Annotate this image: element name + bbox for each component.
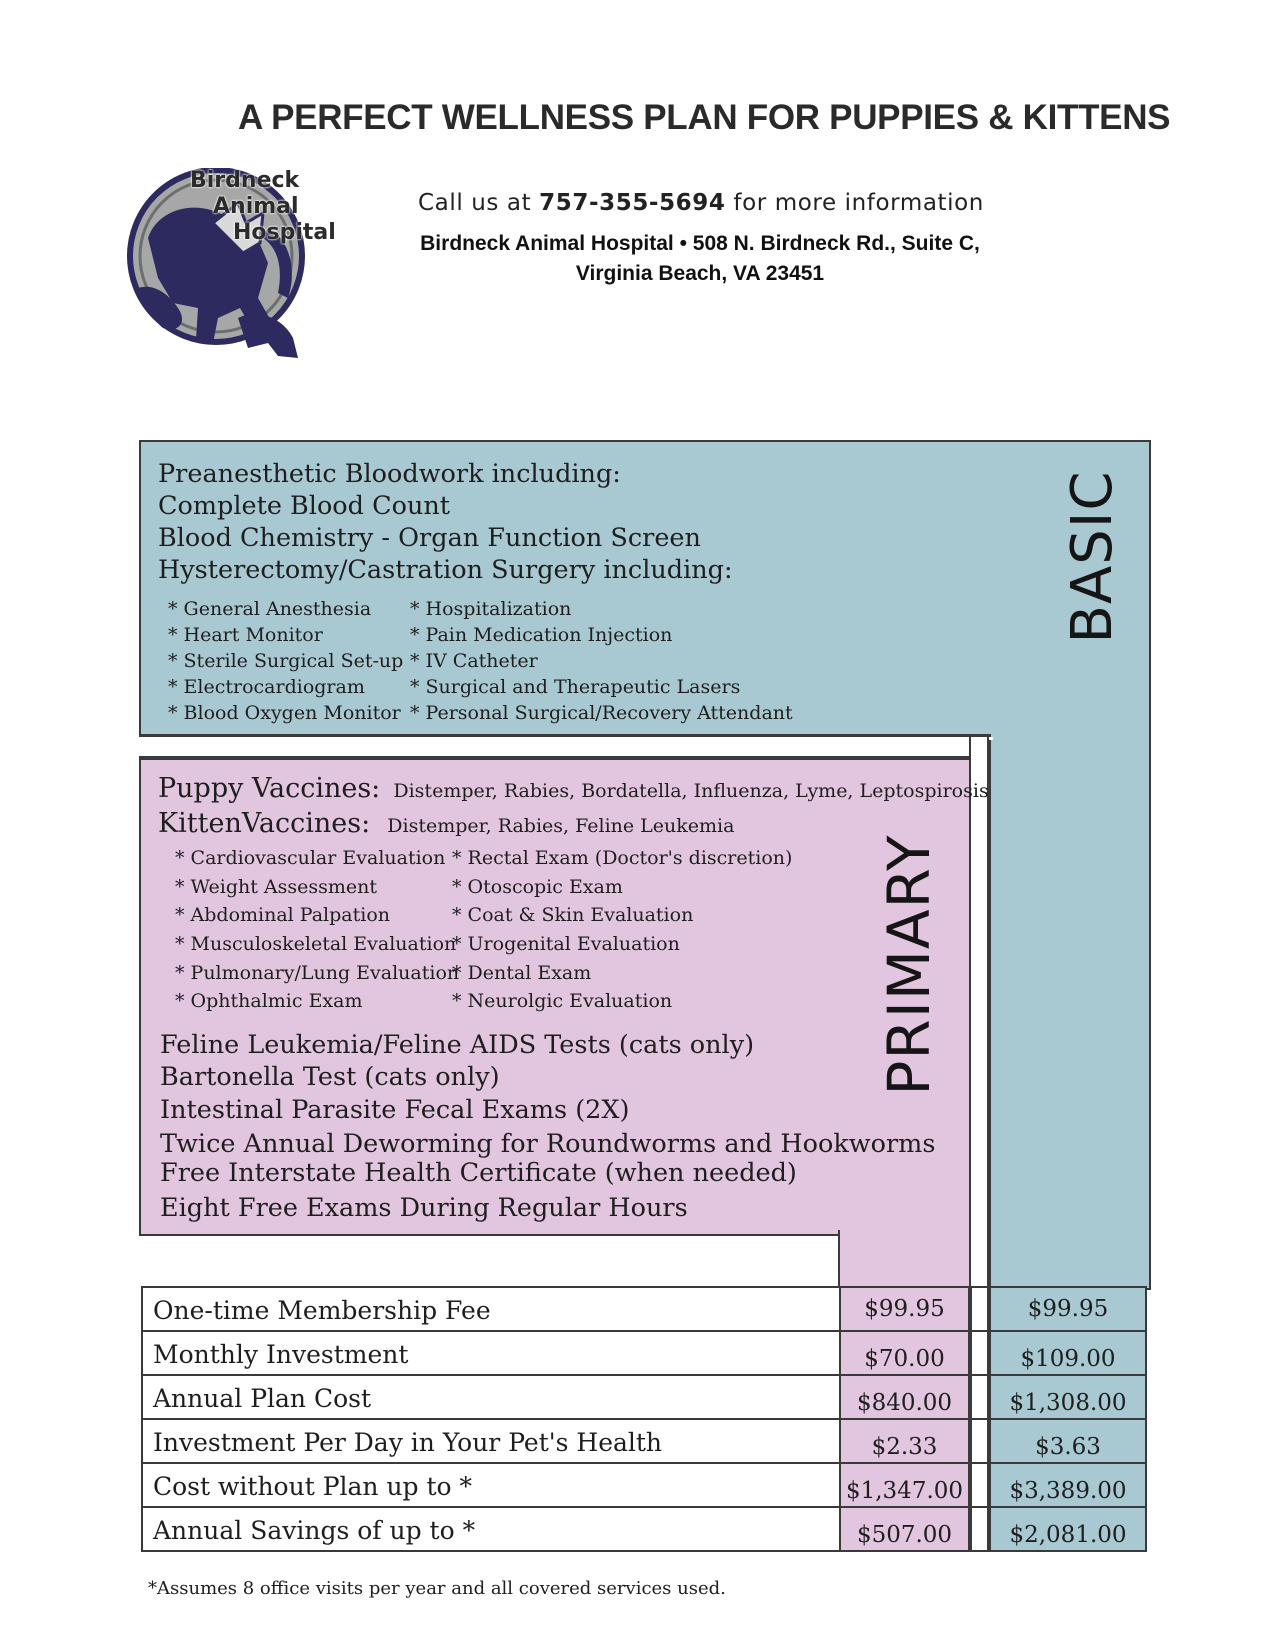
puppy-vaccines-list: Distemper, Rabies, Bordatella, Influenza, Lyme, Leptospirosis bbox=[393, 780, 989, 802]
primary-item: * Neurolgic Evaluation bbox=[452, 990, 673, 1012]
primary-line: Feline Leukemia/Feline AIDS Tests (cats only) bbox=[160, 1030, 755, 1060]
basic-item: * Heart Monitor bbox=[168, 624, 323, 646]
primary-item: * Pulmonary/Lung Evaluation bbox=[175, 962, 460, 984]
primary-item: * Coat & Skin Evaluation bbox=[452, 904, 694, 926]
primary-item: * Weight Assessment bbox=[175, 876, 378, 898]
primary-price: $1,347.00 bbox=[845, 1478, 964, 1504]
puppy-vaccines-label: Puppy Vaccines: bbox=[158, 773, 381, 804]
footnote: *Assumes 8 office visits per year and all covered services used. bbox=[148, 1578, 726, 1599]
pricing-row-label-cell bbox=[141, 1374, 841, 1420]
pricing-row-label: Cost without Plan up to * bbox=[153, 1472, 473, 1501]
primary-item: * Cardiovascular Evaluation bbox=[175, 847, 446, 869]
basic-price-cell bbox=[989, 1374, 1147, 1420]
primary-line: Intestinal Parasite Fecal Exams (2X) bbox=[160, 1095, 630, 1125]
basic-price-cell bbox=[989, 1418, 1147, 1464]
basic-item: * Surgical and Therapeutic Lasers bbox=[410, 676, 741, 698]
pricing-gap-cell bbox=[970, 1418, 989, 1464]
basic-label: BASIC bbox=[1060, 470, 1125, 644]
hospital-logo bbox=[118, 168, 348, 364]
page-title: A PERFECT WELLNESS PLAN FOR PUPPIES & KITTENS bbox=[238, 98, 1171, 137]
primary-price: $2.33 bbox=[871, 1434, 938, 1460]
kitten-vaccines-list: Distemper, Rabies, Feline Leukemia bbox=[387, 815, 735, 837]
primary-price-cell bbox=[839, 1286, 970, 1332]
basic-price-cell bbox=[989, 1330, 1147, 1376]
primary-line: Free Interstate Health Certificate (when needed) bbox=[160, 1158, 797, 1188]
primary-item: * Urogenital Evaluation bbox=[452, 933, 680, 955]
call-prefix: Call us at bbox=[418, 190, 532, 216]
basic-price: $109.00 bbox=[1020, 1346, 1116, 1372]
primary-price: $70.00 bbox=[864, 1346, 945, 1372]
primary-price: $507.00 bbox=[856, 1522, 953, 1548]
basic-item: * General Anesthesia bbox=[168, 598, 372, 620]
primary-price-cell bbox=[839, 1330, 970, 1376]
pricing-gap-cell bbox=[970, 1374, 989, 1420]
pricing-row-label-cell bbox=[141, 1418, 841, 1464]
primary-item: * Abdominal Palpation bbox=[175, 904, 391, 926]
basic-price: $3.63 bbox=[1035, 1434, 1101, 1460]
puppy-vaccines bbox=[158, 775, 989, 802]
pricing-row-label: Annual Plan Cost bbox=[153, 1384, 372, 1413]
primary-line: Twice Annual Deworming for Roundworms and Hookworms bbox=[160, 1129, 936, 1159]
basic-line: Hysterectomy/Castration Surgery including: bbox=[158, 555, 733, 585]
basic-price: $99.95 bbox=[1027, 1296, 1109, 1322]
pricing-row-label: Monthly Investment bbox=[153, 1340, 409, 1369]
pricing-row-label-cell bbox=[141, 1286, 841, 1332]
pricing-gap-cell bbox=[970, 1330, 989, 1376]
basic-item: * Hospitalization bbox=[410, 598, 572, 620]
basic-item: * Sterile Surgical Set-up bbox=[168, 650, 404, 672]
pricing-row-label: Annual Savings of up to * bbox=[153, 1516, 476, 1545]
basic-item: * Electrocardiogram bbox=[168, 676, 365, 698]
basic-line: Blood Chemistry - Organ Function Screen bbox=[158, 523, 701, 553]
primary-price-cell bbox=[839, 1418, 970, 1464]
basic-price-cell bbox=[989, 1506, 1147, 1552]
basic-item: * Pain Medication Injection bbox=[410, 624, 673, 646]
pricing-row-label-cell bbox=[141, 1462, 841, 1508]
kitten-vaccines bbox=[158, 810, 734, 837]
primary-line: Bartonella Test (cats only) bbox=[160, 1062, 500, 1092]
primary-item: * Rectal Exam (Doctor's discretion) bbox=[452, 847, 793, 869]
pricing-gap-cell bbox=[970, 1462, 989, 1508]
primary-item: * Musculoskeletal Evaluation bbox=[175, 933, 457, 955]
primary-price: $840.00 bbox=[856, 1390, 953, 1416]
pricing-row-label-cell bbox=[141, 1330, 841, 1376]
basic-item: * IV Catheter bbox=[410, 650, 538, 672]
pricing-row-label: One-time Membership Fee bbox=[153, 1296, 491, 1325]
primary-price-cell bbox=[839, 1462, 970, 1508]
primary-price-cell bbox=[839, 1374, 970, 1420]
logo-text-1: Birdneck bbox=[190, 168, 300, 193]
basic-price: $2,081.00 bbox=[1009, 1522, 1127, 1548]
primary-price: $99.95 bbox=[864, 1296, 945, 1322]
basic-price-cell bbox=[989, 1286, 1147, 1332]
phone-number[interactable]: 757-355-5694 bbox=[539, 190, 726, 216]
address-line-1: Birdneck Animal Hospital • 508 N. Birdneck Rd., Suite C, bbox=[420, 232, 980, 255]
basic-item: * Personal Surgical/Recovery Attendant bbox=[410, 702, 793, 724]
basic-price: $3,389.00 bbox=[1009, 1478, 1127, 1504]
pricing-gap-cell bbox=[970, 1506, 989, 1552]
primary-item: * Dental Exam bbox=[452, 962, 592, 984]
primary-label: PRIMARY bbox=[875, 834, 943, 1096]
basic-price: $1,308.00 bbox=[1009, 1390, 1127, 1416]
pricing-row-label-cell bbox=[141, 1506, 841, 1552]
logo-text-2: Animal bbox=[213, 194, 299, 219]
basic-price-cell bbox=[989, 1462, 1147, 1508]
primary-line: Eight Free Exams During Regular Hours bbox=[160, 1193, 688, 1223]
basic-line: Preanesthetic Bloodwork including: bbox=[158, 459, 621, 489]
call-suffix: for more information bbox=[733, 190, 984, 216]
pricing-gap-cell bbox=[970, 1286, 989, 1332]
logo-text-3: Hospital bbox=[233, 220, 336, 245]
primary-item: * Ophthalmic Exam bbox=[175, 990, 363, 1012]
basic-item: * Blood Oxygen Monitor bbox=[168, 702, 401, 724]
call-us-line bbox=[418, 190, 984, 216]
kitten-vaccines-label: KittenVaccines: bbox=[158, 808, 371, 839]
basic-line: Complete Blood Count bbox=[158, 491, 451, 521]
primary-item: * Otoscopic Exam bbox=[452, 876, 623, 898]
address-line-2: Virginia Beach, VA 23451 bbox=[575, 262, 825, 285]
pricing-row-label: Investment Per Day in Your Pet's Health bbox=[153, 1428, 663, 1457]
primary-price-cell bbox=[839, 1506, 970, 1552]
